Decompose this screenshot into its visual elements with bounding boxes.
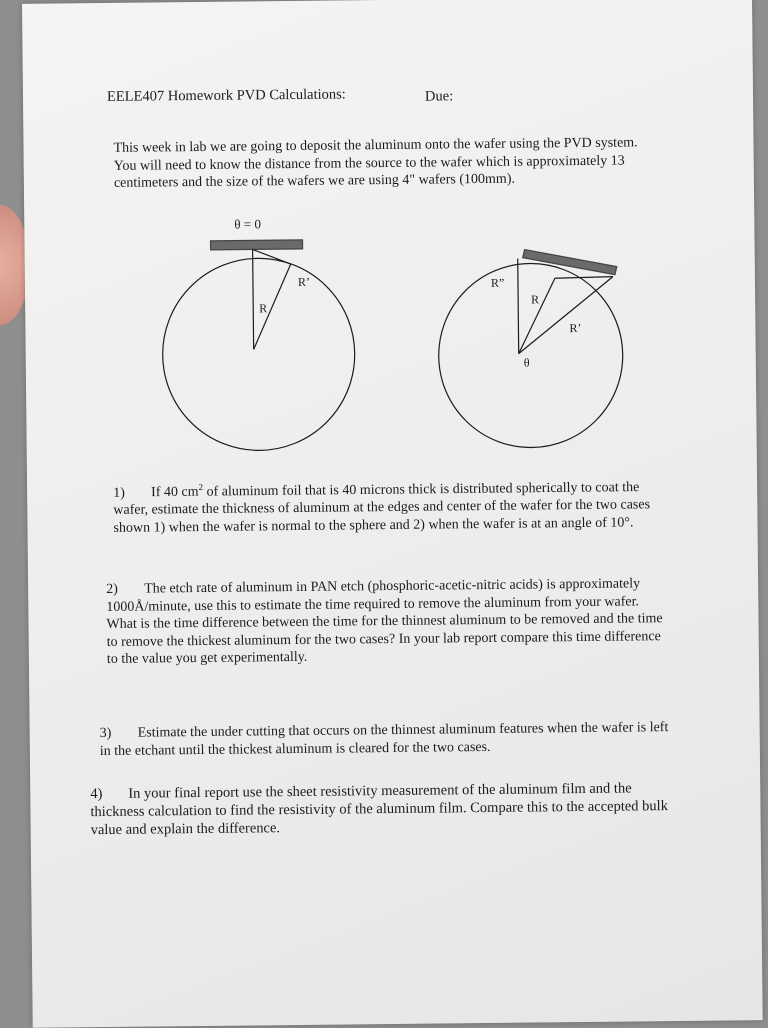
intro-paragraph: This week in lab we are going to deposit the aluminum onto the wafer using the PVD system. You will need to know the distance from the source to the wafer which is approximately 13 centimeters and the size of the wafers we are using 4" wafers (100mm). <box>113 135 638 191</box>
pvd-geometry-diagram <box>154 202 657 467</box>
left-radius-line <box>253 249 254 349</box>
left-diagram <box>161 215 355 451</box>
right-radius-line <box>518 278 556 353</box>
left-wafer <box>211 240 303 250</box>
worksheet-page <box>22 0 763 1028</box>
right-r-label: R <box>531 292 540 307</box>
question-2: 2) The etch rate of aluminum in PAN etch (phosphoric-acetic-nitric acids) is approximately 1000Å/minute, use this to estimate the time required to remove the aluminum from your wafer. What is the time difference between the time for the thinnest aluminum to be removed and the time to remove the thickest aluminum for the two cases? In your lab report compare this time difference to the value you get experimentally. <box>106 576 663 667</box>
question-number: 3) <box>99 725 112 742</box>
page-title: EELE407 Homework PVD Calculations: <box>106 86 346 105</box>
right-wafer-chord <box>555 277 613 279</box>
right-vertical-line <box>518 259 519 354</box>
right-r-prime-label: R’ <box>569 320 582 336</box>
due-label: Due: <box>424 88 454 105</box>
right-edge-line <box>518 277 614 354</box>
right-r-double-prime-label: R” <box>490 275 505 290</box>
question-number: 1) <box>113 485 125 501</box>
question-1: 1) If 40 $cm^2$ of aluminum foil that is 40 microns thick is distributed spherically to coat the wafer, estimate the thickness of aluminum at the edges and center of the wafer for the two cases shown 1) when the wafer is normal to the sphere and 2) when the wafer is at an angle of 10°. <box>113 480 651 536</box>
question-3: 3) Estimate the under cutting that occurs on the thinnest aluminum features when the wafer is left in the etchant until the thickest aluminum is cleared for the two cases. <box>99 720 669 759</box>
right-diagram <box>438 249 624 449</box>
left-r-prime-label: R’ <box>297 274 311 289</box>
left-deposition-sphere <box>162 257 356 451</box>
right-theta-label: θ <box>523 355 530 370</box>
question-number: 2) <box>106 581 118 597</box>
question-4: 4) In your final report use the sheet resistivity measurement of the aluminum film and the thickness calculation to find the resistivity of the aluminum film. Compare this to the accepted bulk value and explain the difference. <box>90 780 668 839</box>
left-r-label: R <box>259 301 268 316</box>
left-wafer-edge <box>253 249 291 264</box>
left-theta-caption: θ = 0 <box>234 216 261 232</box>
question-number: 4) <box>90 786 103 803</box>
